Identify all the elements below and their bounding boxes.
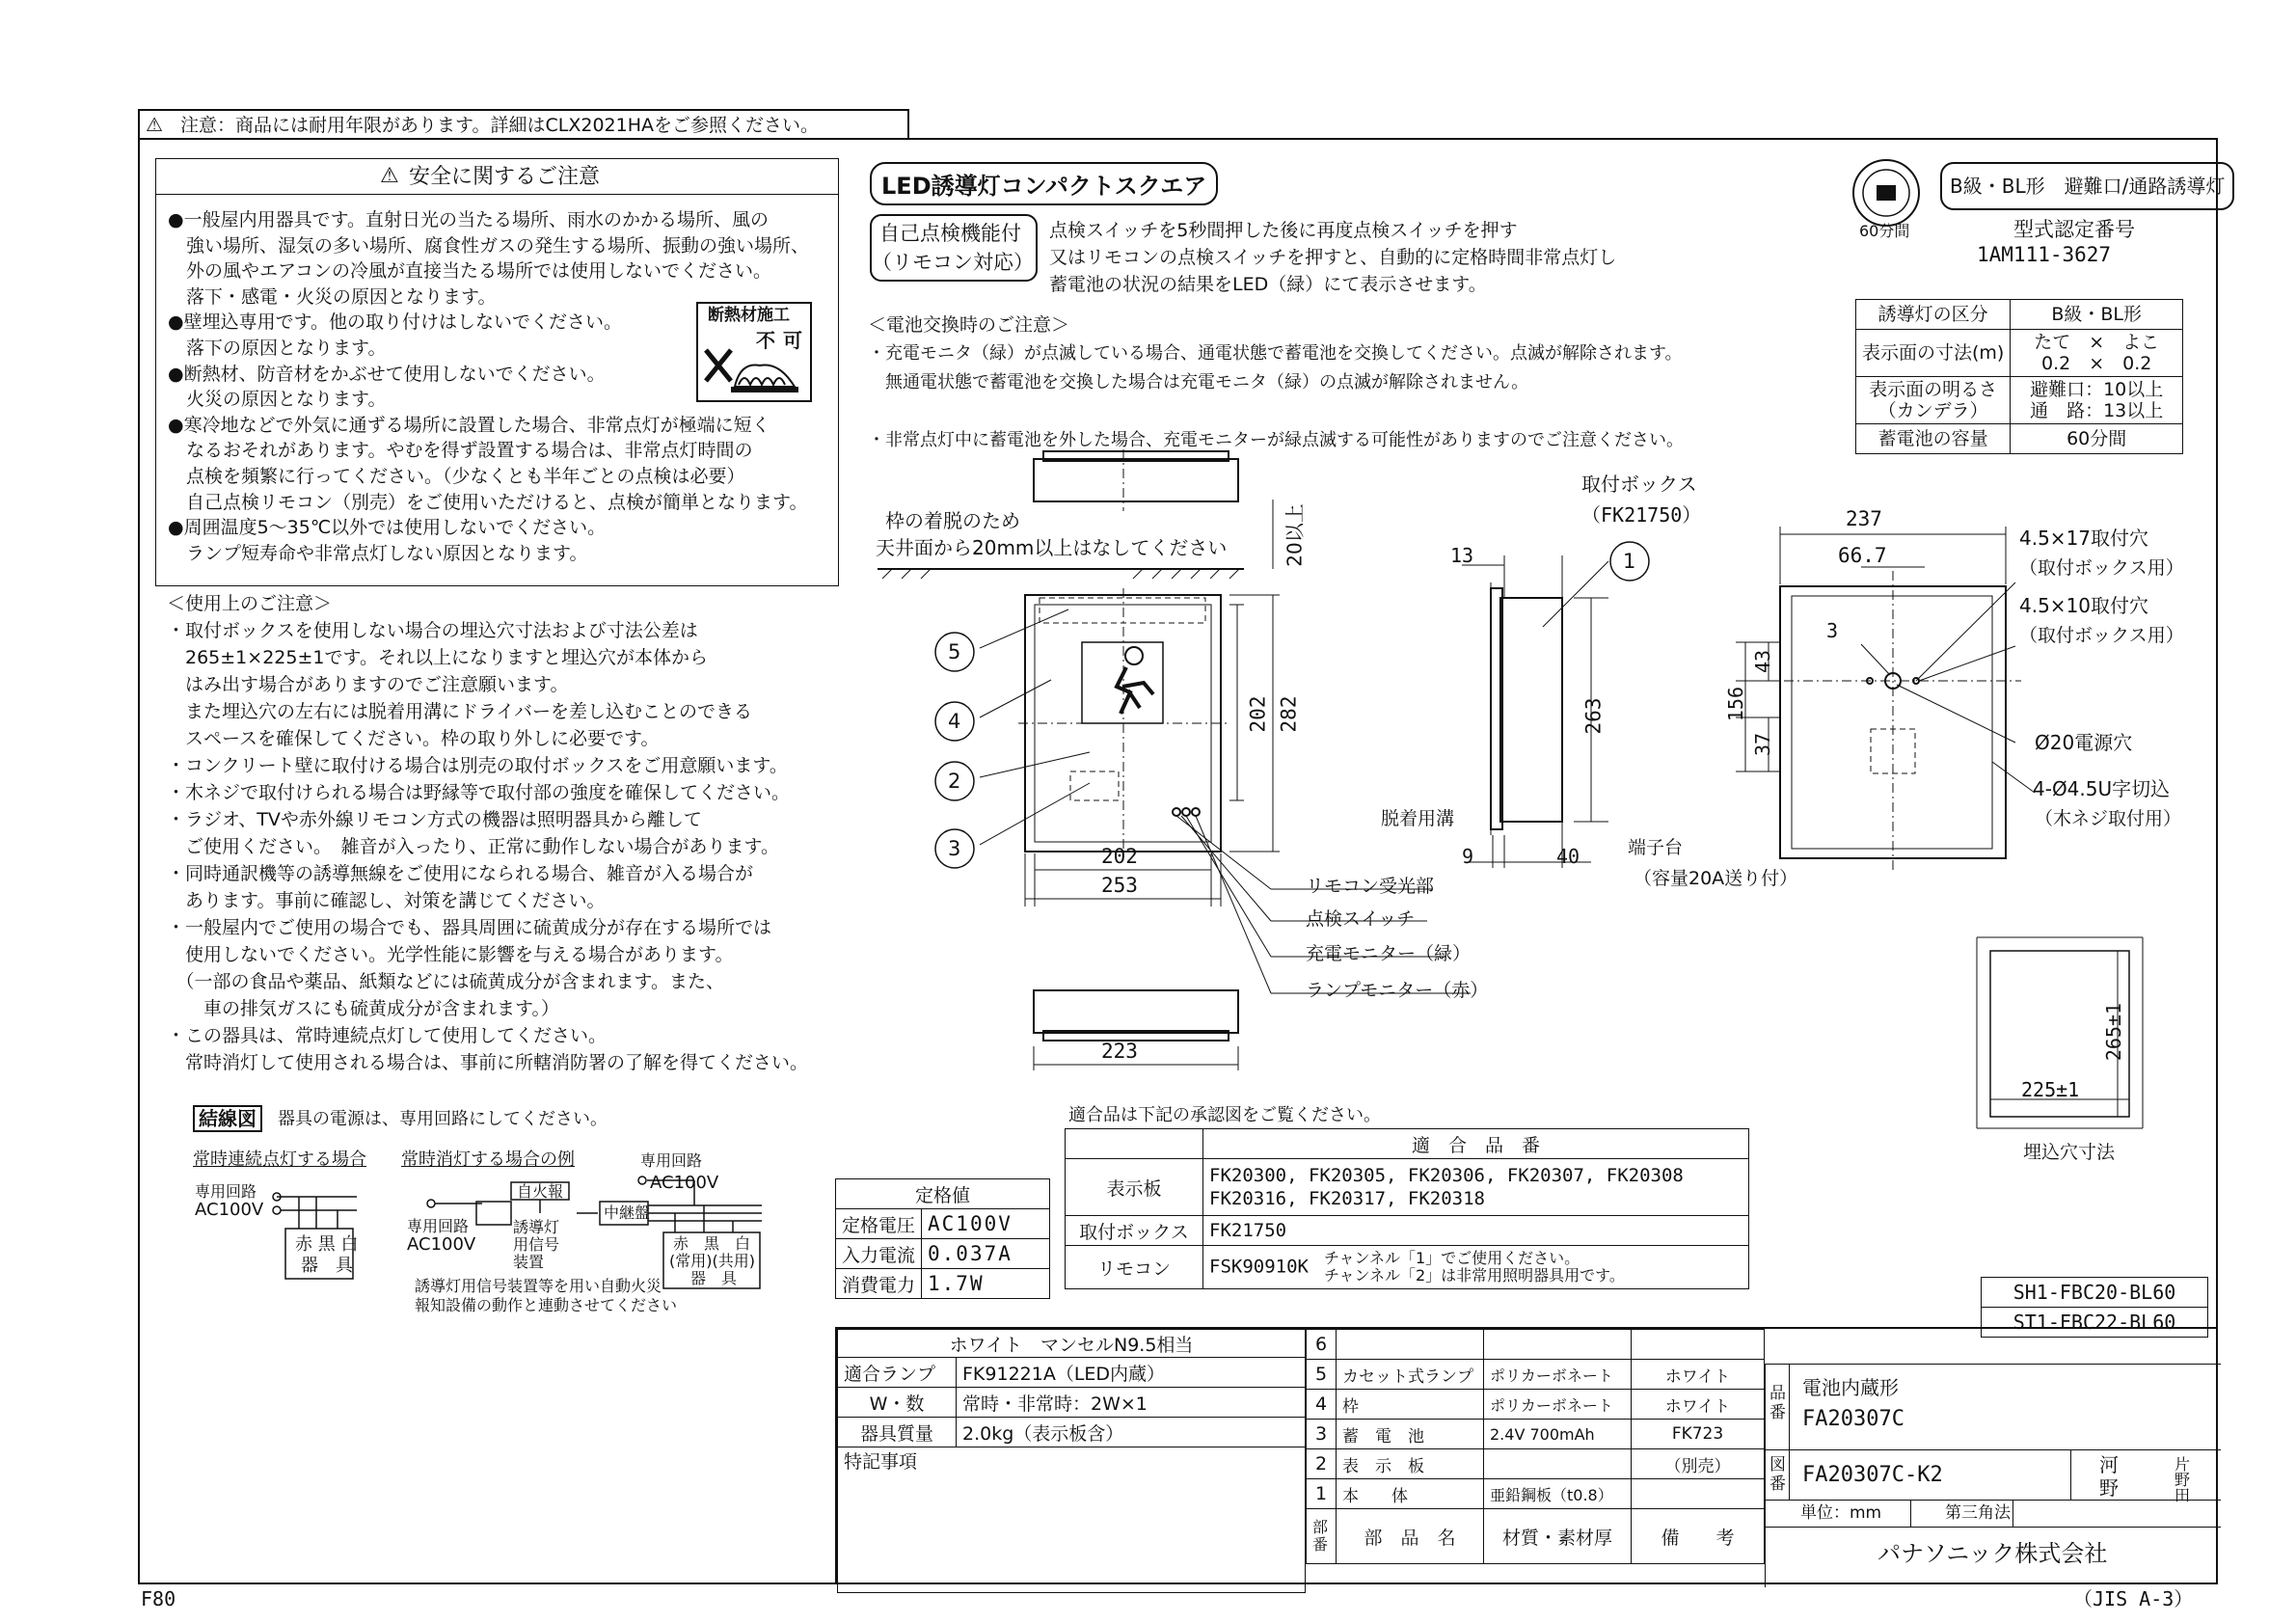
seal-text: 60分間 <box>1859 222 1910 240</box>
compat-value: FK21750 <box>1203 1216 1749 1246</box>
part-name: カセット式ランプ <box>1337 1360 1484 1390</box>
wiring-footnote2: 報知設備の動作と連動させてください <box>415 1296 678 1314</box>
part-name: 表 示 板 <box>1337 1449 1484 1479</box>
cert-value: たて × よこ 0.2 × 0.2 <box>2011 330 2183 377</box>
safety-line: ●寒冷地などで外気に通ずる場所に設置した場合、非常点灯が極端に短く <box>168 414 770 436</box>
cert-key: 蓄電池の容量 <box>1856 424 2011 454</box>
wood-screw-note: （木ネジ取付用） <box>2035 808 2182 829</box>
cert-key: 表示面の寸法(m) <box>1856 330 2011 377</box>
spec-lamp-val: FK91221A（LED内蔵） <box>957 1358 1306 1388</box>
part-note: FK723 <box>1632 1420 1765 1449</box>
title-block <box>1765 1364 2221 1587</box>
usage-line: ご使用ください。 雑音が入ったり、正常に動作しない場合があります。 <box>167 836 779 857</box>
remote-note-1: チャンネル「1」でご使用ください。 <box>1323 1249 1580 1267</box>
company-name: パナソニック株式会社 <box>1877 1540 2108 1567</box>
compat-key: リモコン <box>1066 1246 1203 1289</box>
callout-3: 3 <box>948 837 961 860</box>
rating-value: 1.7W <box>922 1269 1050 1299</box>
wiring-circuit-right: 専用回路 <box>407 1217 470 1235</box>
usage-title: ＜使用上のご注意＞ <box>167 593 333 614</box>
dim-202-v: 202 <box>1246 695 1270 733</box>
dim-43: 43 <box>1751 649 1775 674</box>
part-material: 亜鉛鋼板（t0.8） <box>1484 1479 1632 1509</box>
safety-line: なるおそれがあります。やむを得ず設置する場合は、非常点灯時間の <box>168 440 753 462</box>
cert-no: 1AM111-3627 <box>1977 243 2112 266</box>
compat-corner <box>1066 1129 1203 1159</box>
part-name: 本 体 <box>1337 1479 1484 1509</box>
safety-line: 強い場所、湿気の多い場所、腐食性ガスの発生する場所、振動の強い場所、 <box>168 234 810 257</box>
usage-line: ・木ネジで取付けられる場合は野縁等で取付部の強度を確保してください。 <box>167 782 791 803</box>
usage-line: あります。事前に確認し、対策を講じてください。 <box>167 890 606 911</box>
safety-line: 外の風やエアコンの冷風が直接当たる場所では使用しないでください。 <box>168 260 772 283</box>
spec-watt-key: W・数 <box>838 1388 957 1418</box>
dim-66-7: 66.7 <box>1838 544 1887 567</box>
zuban-label: 図番 <box>1769 1455 1786 1494</box>
power-hole-label: Ø20電源穴 <box>2035 731 2133 754</box>
safety-line: ●周囲温度5〜35℃以外では使用しないでください。 <box>168 517 607 539</box>
spec-table <box>837 1329 1306 1593</box>
part-material: 2.4V 700mAh <box>1484 1420 1632 1449</box>
part-number: 5 <box>1307 1360 1337 1390</box>
wiring-relay: 中継盤 <box>604 1204 651 1222</box>
cert-title: 型式認定番号 <box>2013 218 2135 241</box>
top-caution-text: 注意：商品には耐用年限があります。詳細はCLX2021HAをご参照ください。 <box>180 115 819 136</box>
safety-line: 落下・感電・火災の原因となります。 <box>168 285 497 308</box>
compat-head: 適 合 品 番 <box>1203 1129 1749 1159</box>
hole1-note: （取付ボックス用） <box>2019 557 2184 579</box>
badge-line2: 不可 <box>756 329 810 352</box>
wiring-circuit-top: 専用回路 <box>640 1151 703 1170</box>
desc-line-1: 点検スイッチを5秒間押した後に再度点検スイッチを押す <box>1049 220 1518 241</box>
part-material: ポリカーボネート <box>1484 1360 1632 1390</box>
part-name: 枠 <box>1337 1390 1484 1420</box>
frame-note-1: 枠の着脱のため <box>885 509 1020 532</box>
wiring-ac-top: AC100V <box>650 1173 719 1193</box>
hinban-value: FA20307C <box>1802 1407 1904 1431</box>
dim-37: 37 <box>1751 732 1775 757</box>
cert-key: 誘導灯の区分 <box>1856 300 2011 330</box>
compat-table <box>1065 1128 1749 1289</box>
dim-3: 3 <box>1826 619 1839 642</box>
callout-2: 2 <box>948 770 961 793</box>
wiring-title: 結線図 <box>193 1105 262 1132</box>
part-note: ホワイト <box>1632 1360 1765 1390</box>
dim-40: 40 <box>1556 845 1580 868</box>
self-check-1: 自己点検機能付 <box>879 222 1021 245</box>
rating-value: 0.037A <box>922 1239 1050 1269</box>
desc-line-3: 蓄電池の状況の結果をLED（緑）にて表示させます。 <box>1049 274 1487 295</box>
dim-225: 225±1 <box>2021 1078 2080 1101</box>
spec-block <box>835 1327 2218 1584</box>
usage-line: 常時消灯して使用される場合は、事前に所轄消防署の了解を得てください。 <box>167 1052 809 1073</box>
dim-223: 223 <box>1101 1040 1138 1063</box>
lamp-monitor-label: ランプモニター（赤） <box>1306 980 1489 1001</box>
part-material: ポリカーボネート <box>1484 1390 1632 1420</box>
dim-20: 20以上 <box>1283 503 1307 567</box>
wiring-fire: 自火報 <box>517 1182 564 1201</box>
safety-line: 点検を頻繁に行ってください。（少なくとも半年ごとの点検は必要） <box>168 465 745 487</box>
hinban-label: 品番 <box>1769 1384 1786 1422</box>
name-5: 田 <box>2174 1486 2191 1504</box>
cert-value: 60分間 <box>2011 424 2183 454</box>
safety-warning-icon: ⚠ <box>380 164 399 188</box>
usage-line: 車の排気ガスにも硫黄成分が含まれます。） <box>167 998 559 1019</box>
name-2: 野 <box>2099 1476 2119 1500</box>
name-1: 河 <box>2099 1453 2119 1476</box>
warning-icon: ⚠ <box>146 113 163 136</box>
safety-line: 自己点検リモコン（別売）をご使用いただけると、点検が簡単となります。 <box>168 491 808 513</box>
usage-line: 使用しないでください。光学性能に影響を与える場合があります。 <box>167 944 734 965</box>
wiring-common: (常用)(共用) <box>669 1252 755 1270</box>
desc-line-2: 又はリモコンの点検スイッチを押すと、自動的に定格時間非常点灯し <box>1049 247 1617 268</box>
safety-line: ●一般屋内用器具です。直射日光の当たる場所、雨水のかかる場所、風の <box>168 209 770 230</box>
safety-line: ●断熱材、防音材をかぶせて使用しないでください。 <box>168 363 606 385</box>
usage-line: ・取付ボックスを使用しない場合の埋込穴寸法および寸法公差は <box>167 620 698 641</box>
remote-note <box>1324 1250 1625 1285</box>
hole1-label: 4.5×17取付穴 <box>2019 527 2149 550</box>
usage-line: また埋込穴の左右には脱着用溝にドライバーを差し込むことのできる <box>167 701 753 722</box>
dim-263: 263 <box>1581 697 1606 735</box>
embed-hole-label: 埋込穴寸法 <box>2023 1142 2116 1163</box>
spec-lamp-key: 適合ランプ <box>838 1358 957 1388</box>
compat-value <box>1203 1246 1749 1289</box>
wiring-ac-left: AC100V <box>195 1200 264 1220</box>
check-switch-label: 点検スイッチ <box>1306 908 1416 930</box>
part-number: 3 <box>1307 1420 1337 1449</box>
spec-color: ホワイト マンセルN9.5相当 <box>838 1330 1306 1358</box>
safety-title: 安全に関するご注意 <box>409 165 601 189</box>
wiring-signal: 誘導灯用信号装置 <box>513 1218 560 1271</box>
part-note <box>1632 1479 1765 1509</box>
callout-4: 4 <box>948 710 961 733</box>
usage-line: ・ラジオ、TVや赤外線リモコン方式の機器は照明器具から離して <box>167 809 702 830</box>
frame-note-2: 天井面から20mm以上はなしてください <box>876 536 1228 559</box>
part-name <box>1337 1330 1484 1360</box>
dim-156: 156 <box>1724 686 1748 722</box>
rating-value: AC100V <box>922 1209 1050 1239</box>
usage-line: 265±1×225±1です。それ以上になりますと埋込穴が本体から <box>167 647 708 668</box>
class-label: B級・BL形 避難口/通路誘導灯 <box>1950 175 2226 198</box>
rating-title: 定格値 <box>836 1179 1050 1209</box>
usage-line: ・この器具は、常時連続点灯して使用してください。 <box>167 1025 608 1046</box>
callout-5: 5 <box>948 640 961 663</box>
remote-model: FSK90910K <box>1209 1256 1309 1278</box>
wiring-footnote1: 誘導灯用信号装置等を用い自動火災 <box>415 1277 662 1295</box>
wiring-circuit-left: 専用回路 <box>195 1182 257 1201</box>
parts-table <box>1306 1329 1765 1564</box>
model-1: SH1-FBC20-BL60 <box>1981 1277 2208 1308</box>
battery-line-2: 無通電状態で蓄電池を交換した場合は充電モニタ（緑）の点滅が解除されません。 <box>868 372 1529 392</box>
spec-mass-val: 2.0kg（表示板含） <box>957 1418 1306 1447</box>
name-4: 野 <box>2174 1471 2191 1489</box>
dim-13: 13 <box>1450 544 1474 567</box>
compat-value: FK20300, FK20305, FK20306, FK20307, FK20308 FK20316, FK20317, FK20318 <box>1203 1159 1749 1216</box>
safety-line: 火災の原因となります。 <box>168 389 387 411</box>
dim-265: 265±1 <box>2102 1002 2126 1062</box>
usage-line: スペースを確保してください。枠の取り外しに必要です。 <box>167 728 660 749</box>
charge-monitor-label: 充電モニター（緑） <box>1306 943 1472 964</box>
compat-intro: 適合品は下記の承認図をご覧ください。 <box>1068 1105 1381 1125</box>
part-note: （別売） <box>1632 1449 1765 1479</box>
compat-key: 取付ボックス <box>1066 1216 1203 1246</box>
part-note: ホワイト <box>1632 1390 1765 1420</box>
product-name: LED誘導灯コンパクトスクエア <box>881 173 1207 200</box>
name-3: 片 <box>2174 1455 2191 1474</box>
usage-line: ・一般屋内でご使用の場合でも、器具周囲に硫黄成分が存在する場所では <box>167 917 772 938</box>
box-label: 取付ボックス <box>1581 473 1697 496</box>
dim-9: 9 <box>1462 845 1474 868</box>
dim-237: 237 <box>1846 507 1882 530</box>
type-label: 電池内蔵形 <box>1802 1376 1899 1399</box>
rating-table <box>835 1178 1050 1299</box>
battery-line-1: ・充電モニタ（緑）が点滅している場合、通電状態で蓄電池を交換してください。点滅が解除されます。 <box>868 343 1683 364</box>
u-cut-label: 4-Ø4.5U字切込 <box>2033 777 2171 800</box>
part-number: 6 <box>1307 1330 1337 1360</box>
footer-right: （JIS A-3） <box>2073 1587 2194 1610</box>
footer-left: F80 <box>141 1587 176 1610</box>
spec-notes: 特記事項 <box>838 1447 1306 1593</box>
part-name: 蓄 電 池 <box>1337 1420 1484 1449</box>
wiring-note: 器具の電源は、専用回路にしてください。 <box>278 1109 608 1129</box>
safety-line: ●壁埋込専用です。他の取り付けはしないでください。 <box>168 311 623 334</box>
unit-label: 単位：mm <box>1800 1503 1882 1523</box>
zuban-value: FA20307C-K2 <box>1802 1463 1943 1487</box>
dim-202-h: 202 <box>1101 845 1138 868</box>
usage-line: （一部の食品や薬品、紙類などには硫黄成分が含まれます。また、 <box>167 971 724 992</box>
wiring-left-title: 常時連続点灯する場合 <box>193 1150 366 1170</box>
part-number: 2 <box>1307 1449 1337 1479</box>
terminal-label: 端子台 <box>1628 837 1684 858</box>
dim-253: 253 <box>1101 874 1138 897</box>
hole2-note: （取付ボックス用） <box>2019 625 2184 646</box>
wiring-ac-right: AC100V <box>407 1234 476 1255</box>
wiring-fixture-right: 器 具 <box>690 1269 738 1287</box>
wiring-colors-right: 赤 黒 白 <box>673 1234 751 1253</box>
battery-line-4: ・非常点灯中に蓄電池を外した場合、充電モニターが緑点滅する可能性がありますのでご注意ください。 <box>868 430 1684 450</box>
parts-head-name: 部 品 名 <box>1337 1509 1484 1564</box>
part-number: 4 <box>1307 1390 1337 1420</box>
rating-key: 入力電流 <box>836 1239 922 1269</box>
dim-282: 282 <box>1277 695 1301 733</box>
part-material <box>1484 1449 1632 1479</box>
remote-note-2: チャンネル「2」は非常用照明器具用です。 <box>1323 1266 1625 1285</box>
remote-receiver-label: リモコン受光部 <box>1306 876 1435 897</box>
usage-line: ・同時通訳機等の誘導無線をご使用になられる場合、雑音が入る場合が <box>167 863 754 884</box>
model-2: ST1-FBC22-BL60 <box>1981 1308 2208 1338</box>
cert-value: 避難口：10以上 通 路：13以上 <box>2011 377 2183 424</box>
rating-key: 定格電圧 <box>836 1209 922 1239</box>
callout-1: 1 <box>1623 550 1636 573</box>
cert-value: B級・BL形 <box>2011 300 2183 330</box>
self-check-2: （リモコン対応） <box>872 251 1034 274</box>
spec-watt-val: 常時・非常時：2W×1 <box>957 1388 1306 1418</box>
rating-key: 消費電力 <box>836 1269 922 1299</box>
terminal-capacity: （容量20A送り付） <box>1634 868 1798 889</box>
part-note <box>1632 1330 1765 1360</box>
cert-key: 表示面の明るさ （カンデラ） <box>1856 377 2011 424</box>
spec-mass-key: 器具質量 <box>838 1418 957 1447</box>
angle-label: 第三角法 <box>1945 1503 2011 1523</box>
wiring-right-title: 常時消灯する場合の例 <box>401 1150 575 1170</box>
safety-line: ランプ短寿命や非常点灯しない原因となります。 <box>168 542 588 564</box>
groove-label: 脱着用溝 <box>1381 808 1455 829</box>
usage-line: はみ出す場合がありますのでご注意願います。 <box>167 674 569 695</box>
wiring-colors-left: 赤 黒 白 <box>295 1234 359 1255</box>
parts-head-number: 部番 <box>1307 1509 1337 1564</box>
safety-line: 落下の原因となります。 <box>168 337 387 359</box>
parts-head-note: 備 考 <box>1632 1509 1765 1564</box>
hole2-label: 4.5×10取付穴 <box>2019 594 2149 617</box>
compat-key: 表示板 <box>1066 1159 1203 1216</box>
box-model: （FK21750） <box>1581 503 1702 527</box>
wiring-fixture-left: 器 具 <box>301 1256 353 1276</box>
part-number: 1 <box>1307 1479 1337 1509</box>
battery-title: ＜電池交換時のご注意＞ <box>868 314 1070 336</box>
parts-head-material: 材質・素材厚 <box>1484 1509 1632 1564</box>
part-material <box>1484 1330 1632 1360</box>
usage-line: ・コンクリート壁に取付ける場合は別売の取付ボックスをご用意願います。 <box>167 755 788 776</box>
badge-line1: 断熱材施工 <box>708 306 790 325</box>
